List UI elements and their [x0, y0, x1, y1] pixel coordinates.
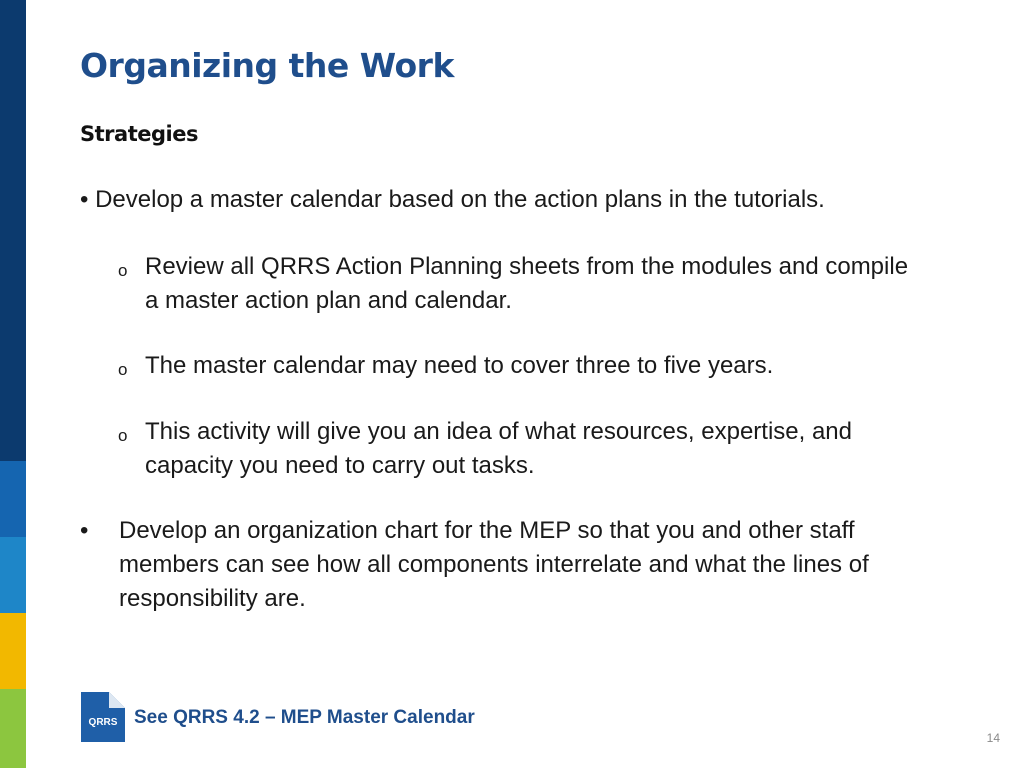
stripe-segment-yellow: [0, 613, 26, 689]
sub-bullet-text: This activity will give you an idea of what resources, expertise, and capacity you need to carry out tasks.: [145, 418, 853, 479]
stripe-segment-blue: [0, 461, 26, 537]
sub-bullet-marker: o: [118, 261, 128, 280]
sub-bullet-item: [118, 349, 918, 383]
bullet-text: Develop an organization chart for the MEP so that you and other staff members can see how all components interrelate and what the lines of responsibility are.: [119, 517, 869, 612]
slide-title: Organizing the Work: [80, 46, 454, 85]
slide-subtitle: Strategies: [80, 122, 198, 146]
bullet-item: [80, 183, 825, 217]
stripe-segment-light-blue: [0, 537, 26, 613]
qrrs-reference-link[interactable]: See QRRS 4.2 – MEP Master Calendar: [134, 707, 475, 728]
bullet-marker: •: [80, 517, 89, 544]
document-icon-label: QRRS: [88, 717, 118, 728]
page-number: 14: [986, 731, 1000, 745]
document-icon-fold: [109, 692, 125, 708]
document-icon[interactable]: [81, 692, 125, 742]
sub-bullet-text: The master calendar may need to cover three to five years.: [145, 352, 774, 379]
sub-bullet-item: [118, 415, 918, 483]
stripe-segment-green: [0, 689, 26, 768]
sub-bullet-text: Review all QRRS Action Planning sheets from the modules and compile a master action plan and calendar.: [145, 253, 909, 314]
document-icon-graphic: [81, 692, 125, 742]
sub-bullet-item: [118, 250, 918, 318]
stripe-segment-navy: [0, 0, 26, 461]
bullet-marker: •: [80, 186, 89, 213]
bullet-item: [80, 514, 950, 616]
sub-bullet-marker: o: [118, 360, 128, 379]
bullet-text: Develop a master calendar based on the action plans in the tutorials.: [95, 186, 825, 213]
sub-bullet-marker: o: [118, 426, 128, 445]
left-color-stripe: [0, 0, 26, 768]
